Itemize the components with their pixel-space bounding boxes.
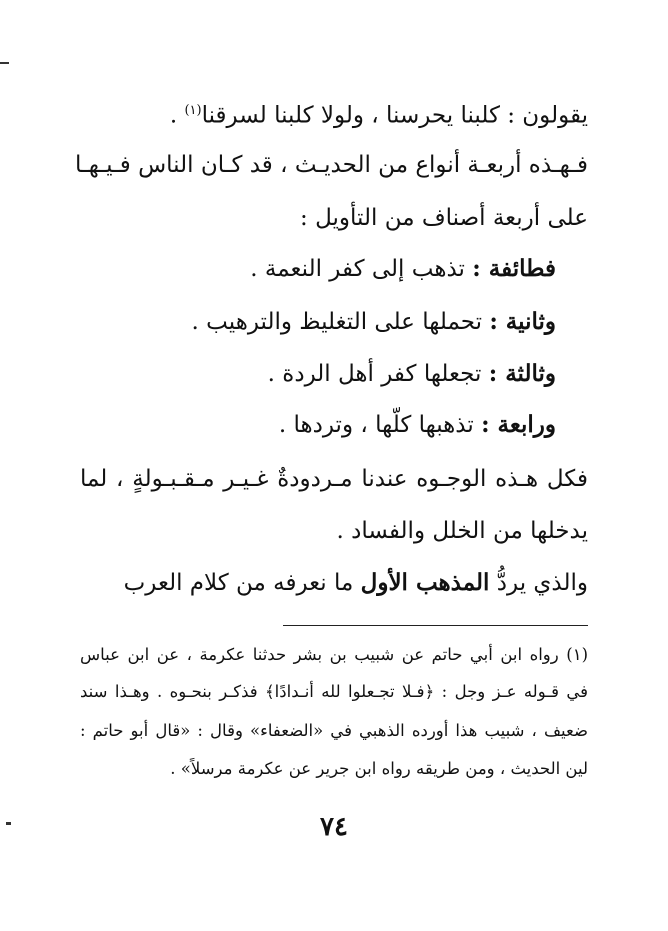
page-number: ٧٤ xyxy=(320,812,348,842)
item-text: تذهب إلى كفر النعمة . xyxy=(250,256,473,282)
footnote-reference[interactable]: (١) xyxy=(184,103,202,118)
item-lead: وثالثة : xyxy=(488,360,556,387)
body-text: ما نعرفه من كلام العرب xyxy=(123,570,361,596)
margin-mark-top xyxy=(0,62,9,64)
footnote-line: ضعيف ، شبيب هذا أورده الذهبي في «الضعفاء» وقال : «قال أبو حاتم : xyxy=(80,721,588,740)
body-line-10 xyxy=(124,568,588,598)
item-lead: ورابعة : xyxy=(481,411,556,438)
body-line-9: يدخلها من الخلل والفساد . xyxy=(336,518,588,544)
list-item xyxy=(268,359,556,389)
item-lead: وثانية : xyxy=(489,308,556,335)
footnote-line: في قـوله عـز وجل : ﴿فـلا تجـعلوا لله أنـدادًا﴾ فذكـر بنحـوه . وهـذا سند xyxy=(80,682,588,701)
item-text: تجعلها كفر أهل الردة . xyxy=(267,361,489,387)
item-text: تحملها على التغليظ والترهيب . xyxy=(191,309,490,335)
body-line-3: على أربعة أصناف من التأويل : xyxy=(300,205,588,231)
body-text: . xyxy=(169,102,185,129)
footnote-line: لين الحديث ، ومن طريقه رواه ابن جرير عن عكرمة مرسلاً» . xyxy=(170,759,588,778)
footnote-separator xyxy=(283,625,588,626)
body-line-1 xyxy=(170,96,588,131)
body-line-2: فـهـذه أربعـة أنواع من الحديـث ، قد كـان الناس فـيـهـا xyxy=(75,152,588,178)
body-text: يقولون : كلبنا يحرسنا ، ولولا كلبنا لسرقنا xyxy=(201,102,588,129)
body-line-8: فكل هـذه الوجـوه عندنا مـردودةٌ غـيـر مـقـبـولةٍ ، لما xyxy=(80,466,588,492)
body-text: والذي يردُّ xyxy=(489,570,588,596)
item-text: تذهبها كلّها ، وتردها . xyxy=(278,412,482,438)
list-item xyxy=(192,307,556,337)
list-item xyxy=(279,410,556,440)
list-item xyxy=(250,254,556,284)
item-lead: فطائفة : xyxy=(472,255,556,282)
emphasized-term: المذهب الأول xyxy=(360,569,490,596)
footnote-line: (١) رواه ابن أبي حاتم عن شبيب بن بشر حدثنا عكرمة ، عن ابن عباس xyxy=(80,645,588,664)
